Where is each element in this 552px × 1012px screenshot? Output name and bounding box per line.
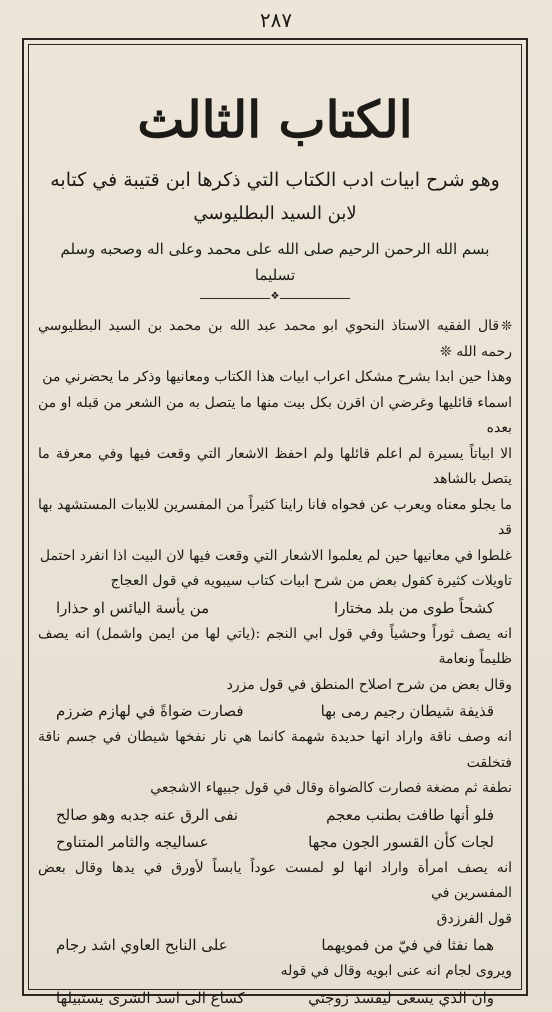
verse-line <box>38 985 512 1012</box>
verse-line <box>38 595 512 622</box>
body-paragraph <box>38 856 512 907</box>
book-title: الكتاب الثالث <box>137 90 413 149</box>
paragraph-text: الا ابياتاً يسيرة لم اعلم قائلها ولم احفظ الاشعار التي وقعت فيها وفي معرفة ما يتصل بالشاهد <box>38 445 512 487</box>
verse-hemistich-right: هما نفثا في فيّ من فمويهما <box>321 936 494 954</box>
paragraph-text: قال الفقيه الاستاذ النحوي ابو محمد عبد الله بن محمد بن السيد البطليوسي رحمه الله ❊ <box>38 318 512 360</box>
book-subtitle: وهو شرح ابيات ادب الكتاب التي ذكرها ابن قتيبة في كتابه <box>50 169 500 191</box>
verse-line <box>38 829 512 856</box>
verse-hemistich-right: فلو أنها طافت بطنب معجم <box>326 805 494 824</box>
body-paragraph <box>38 314 512 365</box>
body-paragraph <box>38 365 512 391</box>
verse-hemistich-left: على النابح العاوي اشد رجام <box>56 936 228 954</box>
section-divider <box>200 291 350 304</box>
verse-hemistich-left: من يأسة اليائس او حذارا <box>56 598 210 617</box>
paragraph-text: انه يصف ثوراً وحشياً وفي قول ابي النجم :(ياتي لها من ايمن واشمل) انه يصف ظليماً ونعامة <box>38 625 512 667</box>
author-line: لابن السيد البطليوسي <box>193 203 357 224</box>
verse-hemistich-left: عساليجه والثامر المتناوح <box>56 832 209 851</box>
body-paragraph <box>38 391 512 442</box>
paragraph-text: وقال بعض من شرح اصلاح المنطق في قول مزرد <box>226 676 512 693</box>
body-paragraph <box>38 442 512 493</box>
body-paragraph <box>38 569 512 595</box>
verse-line <box>38 932 512 959</box>
body-paragraph <box>38 776 512 802</box>
paragraph-text: انه وصف ناقة واراد انها حديدة شهمة كانما هي نار نفخها شيطان في جسم ناقة فتخلقت <box>38 729 512 771</box>
page-frame <box>22 38 528 1007</box>
paragraph-text: ويروى لجام انه عنى ابويه وقال في قوله <box>280 963 512 979</box>
paragraph-text: غلطوا في معانيها حين لم يعلموا الاشعار التي وقعت فيها لان البيت اذا انفرد احتمل <box>39 547 512 564</box>
paragraph-text: انه يصف امرأة واراد انها لو لمست عوداً يابساً لأورق في يدها وقال بعض المفسرين في <box>38 859 512 901</box>
paragraph-text: ما يجلو معناه ويعرب عن فحواه فانا راينا كثيراً من المفسرين للابيات المستشهد بها قد <box>38 496 512 538</box>
basmala: بسم الله الرحمن الرحيم صلى الله على محمد وعلى اله وصحبه وسلم تسليما <box>60 240 490 284</box>
verse-hemistich-left: فصارت ضواةً في لهازم ضرزم <box>56 702 244 720</box>
ornament-icon: ❖ <box>270 291 280 302</box>
verse-hemistich-right: لجات كأن القسور الجون مجها <box>308 832 494 851</box>
body-paragraph <box>38 673 512 699</box>
page-number: ٢٨٧ <box>259 8 293 32</box>
page-content <box>24 40 526 1007</box>
paragraph-text: اسماء قائليها وغرضي ان اقرن بكل بيت منها ما يتصل به من الشعر من قبله او من بعده <box>38 394 512 436</box>
verse-line <box>38 698 512 725</box>
verse-hemistich-left: كساع الى اسد الشرى يستبيلها <box>56 988 245 1007</box>
body-paragraph <box>38 544 512 570</box>
verse-hemistich-right: قذيفة شيطان رجيم رمى بها <box>320 702 494 720</box>
body-paragraph <box>38 725 512 776</box>
body-paragraph <box>38 493 512 544</box>
body-paragraph <box>38 907 512 933</box>
paragraph-mark-icon: ❊ <box>501 319 512 334</box>
body-paragraph <box>38 622 512 673</box>
verse-hemistich-right: وان الذي يسعى ليفسد زوجتي <box>308 988 494 1007</box>
verse-hemistich-right: كشحاً طوى من بلد مختارا <box>334 598 494 617</box>
paragraph-text: تاويلات كثيرة كقول بعض من شرح ابيات كتاب سيبويه في قول العجاج <box>110 573 512 589</box>
body-text <box>38 314 512 1012</box>
body-paragraph <box>38 959 512 985</box>
paragraph-text: نطفة ثم مضغة فصارت كالضواة وقال في قول جبيهاء الاشجعي <box>150 780 512 796</box>
verse-line <box>38 802 512 829</box>
paragraph-text: قول الفرزدق <box>436 910 512 927</box>
verse-hemistich-left: نفى الرق عنه جدبه وهو صالح <box>56 805 239 824</box>
paragraph-text: وهذا حين ابدا بشرح مشكل اعراب ابيات هذا الكتاب ومعانيها وذكر ما يحضرني من <box>42 369 512 385</box>
